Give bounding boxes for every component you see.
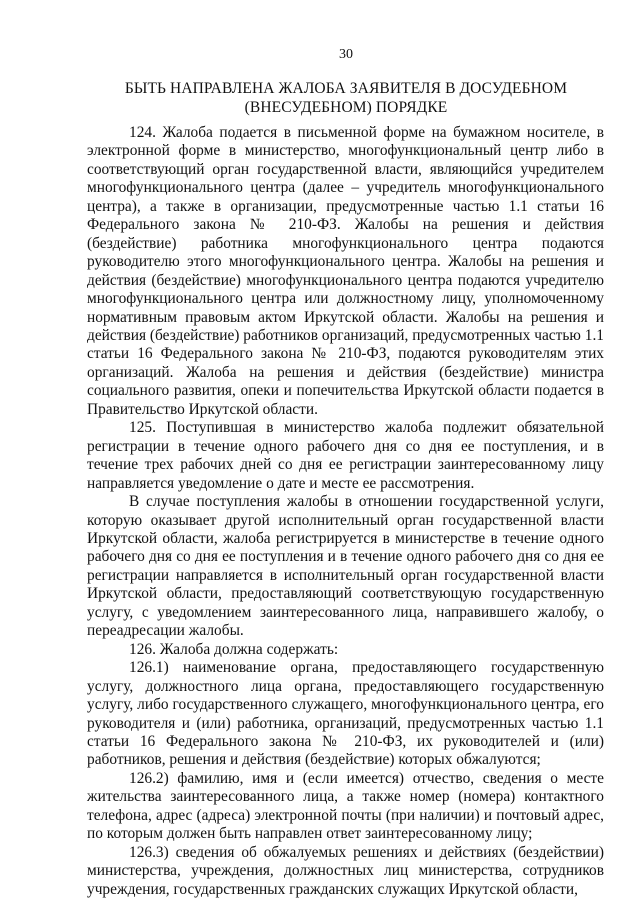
paragraph-125-redirect: В случае поступления жалобы в отношении государственной услуги, которую оказывает другой исполнительный орган государственной власти Иркутской области, жалоба регистрируется в министерстве в течение одного рабочего дня со дня ее поступления и в течение одного рабочего дня со дня ее регистрации направляется в исполнительный орган государственной власти Иркутской области, предоставляющий соответствующую государственную услугу, с уведомлением заинтересованного лица, направившего жалобу, о переадресации жалобы. (87, 493, 604, 640)
section-heading (96, 79, 596, 117)
paragraph-126: 126. Жалоба должна содержать: (129, 640, 339, 658)
paragraph-124: 124. Жалоба подается в письменной форме на бумажном носителе, в электронной форме в министерство, многофункциональный центр либо в соответствующий орган государственной власти, являющийся учредителем многофункционального центра (далее – учредитель многофункционального центра), а также в организации, предусмотренные частью 1.1 статьи 16 Федерального закона № 210-ФЗ. Жалобы на решения и действия (бездействие) работника многофункционального центра подаются руководителю этого многофункционального центра. Жалобы на решения и действия (бездействие) многофункционального центра подаются учредителю многофункционального центра или должностному лицу, уполномоченному нормативным правовым актом Иркутской области. Жалобы на решения и действия (бездействие) работников организаций, предусмотренных частью 1.1 статьи 16 Федерального закона № 210-ФЗ, подаются руководителям этих организаций. Жалоба на решения и действия (бездействие) министра социального развития, опеки и попечительства Иркутской области подается в Правительство Иркутской области. (87, 124, 604, 418)
section-heading-line-2: (ВНЕСУДЕБНОМ) ПОРЯДКЕ (244, 99, 448, 116)
document-body (87, 124, 604, 899)
paragraph-126-2: 126.2) фамилию, имя и (если имеется) отчество, сведения о месте жительства заинтересованного лица, а также номер (номера) контактного телефона, адрес (адреса) электронной почты (при наличии) и почтовый адрес, по которым должен быть направлен ответ заинтересованному лицу; (87, 769, 604, 843)
paragraph-126-3: 126.3) сведения об обжалуемых решениях и действиях (бездействии) министерства, учреждения, должностных лиц министерства, сотрудников учреждения, государственных гражданских служащих Иркутской области, (87, 843, 604, 898)
section-heading-line-1: БЫТЬ НАПРАВЛЕНА ЖАЛОБА ЗАЯВИТЕЛЯ В ДОСУДЕБНОМ (124, 80, 568, 97)
paragraph-125: 125. Поступившая в министерство жалоба подлежит обязательной регистрации в течение одного рабочего дня со дня ее поступления, и в течение трех рабочих дней со дня ее регистрации заинтересованному лицу направляется уведомление о дате и месте ее рассмотрения. (87, 419, 604, 492)
page-number: 30 (339, 47, 353, 62)
paragraph-126-1: 126.1) наименование органа, предоставляющего государственную услугу, должностного лица органа, предоставляющего государственную услугу, либо государственного служащего, многофункционального центра, его руководителя и (или) работника, организаций, предусмотренных частью 1.1 статьи 16 Федерального закона № 210-ФЗ, их руководителей и (или) работников, решения и действия (бездействие) которых обжалуются; (87, 659, 604, 769)
